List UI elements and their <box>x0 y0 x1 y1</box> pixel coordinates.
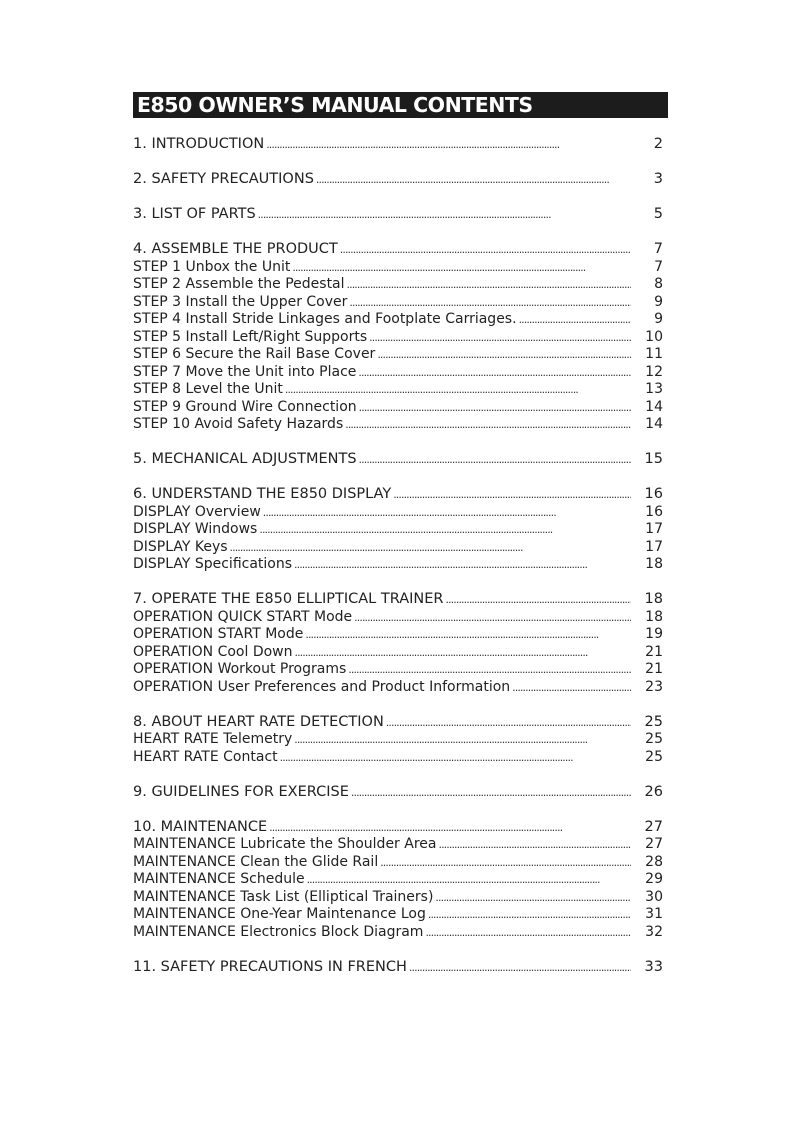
toc-page-number: 26 <box>644 783 663 800</box>
toc-entry-text: STEP 4 Install Stride Linkages and Footplate Carriages. <box>133 311 517 327</box>
toc-sub-entry <box>133 854 663 872</box>
dot-leader <box>259 521 631 539</box>
toc-page-number: 16 <box>645 503 663 520</box>
toc-page-number: 15 <box>644 451 663 467</box>
toc-sub-entry <box>133 399 663 417</box>
toc-page-number: 28 <box>645 853 663 870</box>
toc-sub-entry <box>133 836 663 854</box>
toc-entry-text: MAINTENANCE Schedule <box>133 871 305 887</box>
toc-section <box>133 714 663 767</box>
toc-sub-entry <box>133 924 663 942</box>
toc-chapter-entry <box>133 714 663 732</box>
toc-page-number: 31 <box>645 906 663 922</box>
dot-leader <box>428 906 631 924</box>
toc-page-number: 5 <box>653 206 663 222</box>
toc-page-number: 25 <box>645 748 663 765</box>
toc-entry-text: STEP 3 Install the Upper Cover <box>133 293 348 310</box>
toc-entry-text: STEP 7 Move the Unit into Place <box>133 363 357 380</box>
toc-entry-text: OPERATION Workout Programs <box>133 661 347 677</box>
toc-entry-text: 2. SAFETY PRECAUTIONS <box>133 171 314 187</box>
manual-title: E850 OWNER’S MANUAL CONTENTS <box>137 93 533 117</box>
dot-leader <box>345 416 631 434</box>
toc-page-number: 30 <box>645 888 663 905</box>
toc-sub-entry <box>133 381 663 399</box>
dot-leader <box>359 399 631 417</box>
toc-page-number: 25 <box>644 713 663 730</box>
toc-entry-text: DISPLAY Specifications <box>133 556 293 572</box>
toc-sub-entry <box>133 556 663 574</box>
toc-entry-text: DISPLAY Overview <box>133 503 261 520</box>
toc-sub-entry <box>133 276 663 294</box>
toc-entry-text: STEP 1 Unbox the Unit <box>133 258 291 275</box>
dot-leader <box>359 451 631 469</box>
toc-page-number: 17 <box>645 538 663 555</box>
toc-section <box>133 591 663 696</box>
dot-leader <box>305 626 631 644</box>
toc-sub-entry <box>133 294 663 312</box>
toc-entry-text: MAINTENANCE Electronics Block Diagram <box>133 923 424 940</box>
toc-chapter-entry <box>133 591 663 609</box>
dot-leader <box>519 311 631 329</box>
toc-sub-entry <box>133 259 663 277</box>
toc-page-number: 10 <box>645 328 663 345</box>
toc-sub-entry <box>133 906 663 924</box>
toc-chapter-entry <box>133 784 663 802</box>
toc-page-number: 18 <box>645 608 663 625</box>
dot-leader <box>435 889 631 907</box>
toc-page-number: 11 <box>645 346 663 362</box>
toc-page-number: 14 <box>645 398 663 415</box>
toc-entry-text: HEART RATE Telemetry <box>133 731 293 747</box>
toc-entry-text: DISPLAY Keys <box>133 538 228 555</box>
toc-entry-text: DISPLAY Windows <box>133 521 258 537</box>
toc-entry-text: OPERATION START Mode <box>133 626 304 642</box>
toc-page-number: 9 <box>654 311 663 327</box>
dot-leader <box>348 661 631 679</box>
toc-entry-text: STEP 10 Avoid Safety Hazards <box>133 416 344 432</box>
dot-leader <box>354 609 631 627</box>
toc-sub-entry <box>133 329 663 347</box>
toc-page-number: 27 <box>644 818 663 835</box>
toc-sub-entry <box>133 644 663 662</box>
dot-leader <box>347 276 631 294</box>
toc-page-number: 14 <box>645 416 663 432</box>
dot-leader <box>380 854 631 872</box>
dot-leader <box>369 329 631 347</box>
toc-sub-entry <box>133 871 663 889</box>
dot-leader <box>263 504 631 522</box>
dot-leader <box>445 591 631 609</box>
toc-entry-text: MAINTENANCE Task List (Elliptical Trainers) <box>133 888 434 905</box>
toc-entry-text: STEP 6 Secure the Rail Base Cover <box>133 346 376 362</box>
dot-leader <box>358 364 631 382</box>
toc-section <box>133 241 663 434</box>
toc-sub-entry <box>133 749 663 767</box>
toc-entry-text: MAINTENANCE Clean the Glide Rail <box>133 853 379 870</box>
toc-chapter-entry <box>133 171 663 189</box>
toc-sub-entry <box>133 416 663 434</box>
toc-page-number: 13 <box>645 381 663 397</box>
toc-page-number: 32 <box>645 923 663 940</box>
toc-entry-text: 4. ASSEMBLE THE PRODUCT <box>133 241 338 257</box>
dot-leader <box>230 539 631 557</box>
toc-chapter-entry <box>133 241 663 259</box>
table-of-contents <box>133 136 663 994</box>
dot-leader <box>340 241 631 259</box>
toc-sub-entry <box>133 311 663 329</box>
dot-leader <box>512 679 631 697</box>
toc-chapter-entry <box>133 136 663 154</box>
dot-leader <box>409 959 631 977</box>
toc-entry-text: OPERATION Cool Down <box>133 643 293 660</box>
toc-section <box>133 136 663 154</box>
toc-section <box>133 206 663 224</box>
dot-leader <box>438 836 631 854</box>
toc-page-number: 3 <box>653 171 663 187</box>
toc-section <box>133 451 663 469</box>
toc-page-number: 12 <box>645 363 663 380</box>
toc-entry-text: 6. UNDERSTAND THE E850 DISPLAY <box>133 486 392 502</box>
toc-entry-text: 1. INTRODUCTION <box>133 136 265 152</box>
toc-entry-text: 11. SAFETY PRECAUTIONS IN FRENCH <box>133 958 407 975</box>
toc-page-number: 29 <box>645 871 663 887</box>
toc-entry-text: STEP 8 Level the Unit <box>133 381 283 397</box>
toc-entry-text: 5. MECHANICAL ADJUSTMENTS <box>133 451 357 467</box>
toc-page-number: 18 <box>644 591 663 607</box>
toc-sub-entry <box>133 731 663 749</box>
toc-entry-text: STEP 5 Install Left/Right Supports <box>133 328 368 345</box>
toc-page-number: 17 <box>645 521 663 537</box>
toc-page-number: 21 <box>645 661 663 677</box>
toc-page-number: 33 <box>644 958 663 975</box>
toc-sub-entry <box>133 504 663 522</box>
toc-sub-entry <box>133 609 663 627</box>
toc-sub-entry <box>133 539 663 557</box>
dot-leader <box>349 294 631 312</box>
toc-entry-text: 7. OPERATE THE E850 ELLIPTICAL TRAINER <box>133 591 444 607</box>
toc-page-number: 19 <box>645 626 663 642</box>
toc-page-number: 25 <box>645 731 663 747</box>
toc-page-number: 7 <box>654 258 663 275</box>
toc-page-number: 8 <box>654 276 663 292</box>
toc-entry-text: 9. GUIDELINES FOR EXERCISE <box>133 783 349 800</box>
toc-page-number: 21 <box>645 643 663 660</box>
toc-page-number: 16 <box>644 486 663 502</box>
toc-entry-text: MAINTENANCE One-Year Maintenance Log <box>133 906 426 922</box>
dot-leader <box>269 819 631 837</box>
toc-entry-text: OPERATION QUICK START Mode <box>133 608 353 625</box>
dot-leader <box>285 381 631 399</box>
dot-leader <box>294 556 631 574</box>
dot-leader <box>294 731 631 749</box>
toc-entry-text: 3. LIST OF PARTS <box>133 206 256 222</box>
toc-entry-text: 8. ABOUT HEART RATE DETECTION <box>133 713 384 730</box>
toc-sub-entry <box>133 679 663 697</box>
toc-entry-text: 10. MAINTENANCE <box>133 818 268 835</box>
toc-entry-text: MAINTENANCE Lubricate the Shoulder Area <box>133 836 437 852</box>
toc-section <box>133 819 663 942</box>
toc-entry-text: HEART RATE Contact <box>133 748 278 765</box>
toc-entry-text: STEP 2 Assemble the Pedestal <box>133 276 345 292</box>
dot-leader <box>280 749 631 767</box>
toc-chapter-entry <box>133 819 663 837</box>
toc-sub-entry <box>133 364 663 382</box>
dot-leader <box>292 259 631 277</box>
dot-leader <box>425 924 631 942</box>
toc-page-number: 2 <box>653 136 663 152</box>
dot-leader <box>377 346 631 364</box>
dot-leader <box>386 714 631 732</box>
toc-sub-entry <box>133 346 663 364</box>
toc-entry-text: STEP 9 Ground Wire Connection <box>133 398 357 415</box>
toc-chapter-entry <box>133 451 663 469</box>
toc-sub-entry <box>133 661 663 679</box>
dot-leader <box>258 206 631 224</box>
toc-chapter-entry <box>133 486 663 504</box>
toc-page-number: 27 <box>645 836 663 852</box>
toc-sub-entry <box>133 626 663 644</box>
dot-leader <box>307 871 631 889</box>
toc-entry-text: OPERATION User Preferences and Product Information <box>133 678 511 695</box>
dot-leader <box>393 486 631 504</box>
toc-page-number: 18 <box>645 556 663 572</box>
toc-page-number: 9 <box>654 293 663 310</box>
toc-page-number: 7 <box>653 241 663 257</box>
toc-chapter-entry <box>133 959 663 977</box>
toc-section <box>133 486 663 574</box>
toc-sub-entry <box>133 889 663 907</box>
title-bar <box>133 92 668 118</box>
toc-section <box>133 784 663 802</box>
toc-chapter-entry <box>133 206 663 224</box>
toc-section <box>133 959 663 977</box>
dot-leader <box>295 644 632 662</box>
dot-leader <box>351 784 631 802</box>
dot-leader <box>316 171 631 189</box>
toc-section <box>133 171 663 189</box>
toc-page-number: 23 <box>645 678 663 695</box>
dot-leader <box>266 136 631 154</box>
toc-sub-entry <box>133 521 663 539</box>
